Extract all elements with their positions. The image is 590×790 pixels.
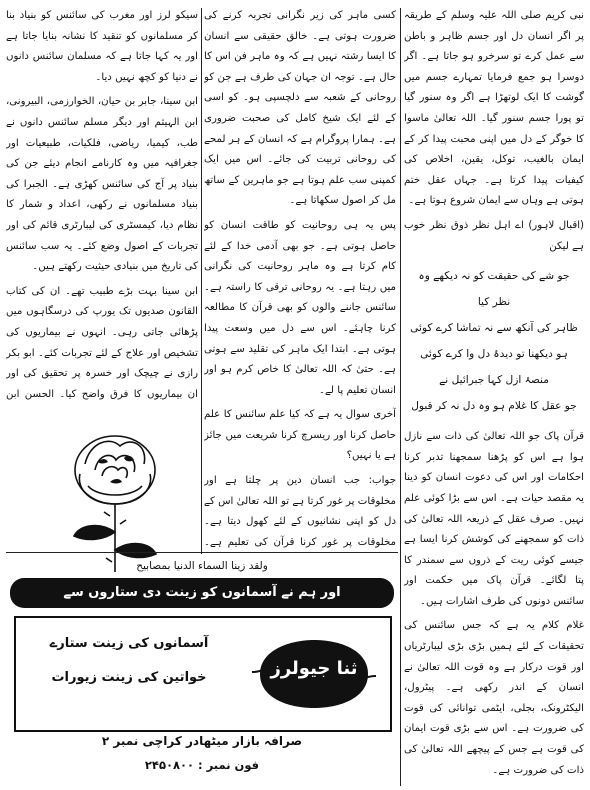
poem-line: جو عقل کا غلام ہو وہ دل نہ کر قبول [411, 400, 577, 413]
column-divider [400, 8, 401, 786]
column-divider [201, 8, 202, 554]
ad-tagline: آسمانوں کی زینت ستارے [49, 636, 209, 651]
paragraph: کسی ماہر کی زیر نگرانی تجربہ کرنے کی ضرورت ہوتی ہے۔ خالق حقیقی سے انسان کا ایسا رشتہ نہیں ہے کہ وہ ماہر فن اس کا حال ہے۔ توجہ ان جہان کی طرف ہے جن کو روحانی کے شعبہ سے دلچسپی ہو۔ کو اسی کے لئے ایک شیخ کامل کی صحبت ضروری ہے۔ ہمارا پروگرام ہے کہ انسان کے ہر لمحے کی روحانی تربیت کی جائے۔ اس میں ایک کمپنی سب علم ہوتا ہے جو ماہرین کے ساتھ مل کر اصول سکھاتا ہے۔ [204, 10, 396, 207]
ad-banner: اور ہم نے آسمانوں کو زینت دی ستاروں سے [10, 578, 394, 608]
paragraph: پس یہ ہی روحانیت کو طاقت انسان کو حاصل ہوتی ہے۔ جو بھی آدمی خدا کے لئے کام کرتا ہے وہ ماہر روحانیت کی نگرانی میں رہتا ہے۔ یہ روحانی ترقی کا راستہ ہے۔ سائنس جاننے والوں کو بھی قرآن کا مطالعہ کرنا چاہئے۔ اس سے دل میں وسعت پیدا ہوتی ہے۔ ابتدا ایک ماہر کی تقلید سے ہوتی ہے۔ حتیٰ کہ اللہ تعالیٰ کا خاص کرم ہو اور انسان تعلیم پا لے۔ [204, 219, 396, 396]
paragraph: جواب: جب انسان دین پر چلتا ہے اور مخلوقات پر غور کرتا ہے تو اللہ تعالیٰ اس کے دل کو اپنی نشانیوں کے لئے کھول دیتا ہے۔ مخلوقات پر غور کرنا قرآن کی تعلیم ہے۔ [204, 475, 396, 548]
jewelers-advertisement [8, 556, 396, 784]
paragraph: قرآن پاک جو اللہ تعالیٰ کی ذات سے نازل ہوا ہے اس کو پڑھنا سمجھنا تدبر کرنا احکامات اور اس کی دعوت انسان کو دینا یہ مقصد حیات ہے۔ اس سے بڑا کوئی علم نہیں۔ صرف عقل کے ذریعہ اللہ تعالیٰ کی ذات کو سمجھنے کی کوشش کرنا ایسا ہے جیسے کوئی ریت کے ذروں سے سمندر کا پتا لگائے۔ قرآن پاک میں حکمت اور سائنس دونوں کی طرف اشارات ہیں۔ [404, 431, 584, 607]
poem-line: منصۂ ازل کہا جبرائیل نے [439, 374, 549, 387]
paragraph: سیکو لرز اور مغرب کی سائنس کو بنیاد بنا کر مسلمانوں کو تنقید کا نشانہ بنایا جاتا ہے اور یہ کہا جاتا ہے کہ مسلمان سائنس دانوں نے دنیا کو کچھ نہیں دیا۔ [6, 10, 198, 83]
quote-label: (اقبال لاہور) اے اہل نظر ذوق نظر خوب ہے لیکن [404, 219, 584, 252]
article-column-middle [204, 6, 396, 554]
paragraph: ابن سینا بہت بڑے طبیب تھے۔ ان کی کتاب القانون صدیوں تک یورپ کی درسگاہوں میں پڑھائی جاتی رہی۔ انہوں نے بیماریوں کی تشخیص اور علاج کے لئے تجربات کئے۔ ابو بکر رازی نے چیچک اور خسرہ پر تحقیق کی اور ان بیماریوں کا فرق واضح کیا۔ الحسن ابن [6, 285, 198, 400]
paragraph: نبی کریم صلی اللہ علیہ وسلم کے طریقہ پر اگر انسان دل اور جسم ظاہر و باطن سے عمل کرے تو سرخرو ہو جاتا ہے۔ اگر دوسرا ہو جمع فرمایا تمہارے جسم میں گوشت کا ایک لوتھڑا ہے اگر وہ سنور گیا تو پورا جسم سنور گیا۔ اللہ تعالیٰ ماسوا کا خوگر کے دل میں اپنی محبت پیدا کر کے ایمان بالغیب، توکل، یقین، اخلاص کی کیفیات پیدا کرتا ہے۔ جہاں عقل ختم ہوتی ہے وہاں سے ایمان شروع ہوتا ہے۔ [404, 10, 584, 207]
article-column-left [6, 6, 198, 406]
ad-tagline: خواتین کی زینت زیورات [51, 670, 207, 685]
ad-phone: فون نمبر : ۲۴۵۰۸۰۰ [144, 758, 260, 772]
paragraph: آخری سوال یہ ہے کہ کیا علم سائنس کا علم حاصل کرنا اور ریسرچ کرنا شریعت میں جائز ہے یا نہیں؟ [204, 409, 396, 462]
brand-name: ثنا جیولرز [270, 658, 358, 679]
brand-logo [250, 632, 378, 716]
ad-box [14, 616, 392, 732]
ad-top-rule [6, 552, 398, 553]
paragraph: ابن سینا، جابر بن حیان، الخوارزمی، البیرونی، ابن الہیثم اور دیگر مسلم سائنس دانوں نے طب، کیمیا، ریاضی، فلکیات، طبیعیات اور جغرافیہ میں وہ کارنامے انجام دیئے جن کی بنیاد پر آج کی سائنس کھڑی ہے۔ الجبرا کی بنیاد مسلمانوں نے رکھی، اعداد و شمار کا نظام دیا، کیمسٹری کی لیبارٹری قائم کی اور تجربات کے اصول وضع کئے۔ یہ سب سائنس کی تاریخ میں بنیادی حیثیت رکھتے ہیں۔ [6, 96, 198, 273]
poem-line: جو شے کی حقیقت کو نہ دیکھے وہ نظر کیا [418, 270, 570, 309]
poem-line: ہو دیکھنا تو دیدۂ دل وا کرے کوئی [420, 348, 568, 361]
ad-verse: ولقد زینا السماء الدنیا بمصابیح [136, 560, 268, 572]
paragraph: غلام کلام یہ ہے کہ جس سائنس کی تحقیقات کے لئے ہمیں بڑی بڑی لیبارٹریاں اور قوت درکار ہے وہ قوت اللہ تعالیٰ نے انسان کے اندر رکھی ہے۔ پیٹرول، الیکٹرونک، بجلی، ایٹمی توانائی کی قوت کی ضرورت ہے۔ اس سے بڑی قوت ایمان کی قوت ہے جس کے پیچھے اللہ تعالیٰ کی ذات کی ضرورت ہے۔ [404, 620, 584, 776]
article-column-right [404, 6, 584, 784]
poem-line: ظاہر کی آنکھ سے نہ تماشا کرے کوئی [410, 322, 578, 335]
ad-address: صرافہ بازار میٹھادر کراچی نمبر ۲ [101, 734, 303, 748]
poem-block [404, 263, 584, 419]
